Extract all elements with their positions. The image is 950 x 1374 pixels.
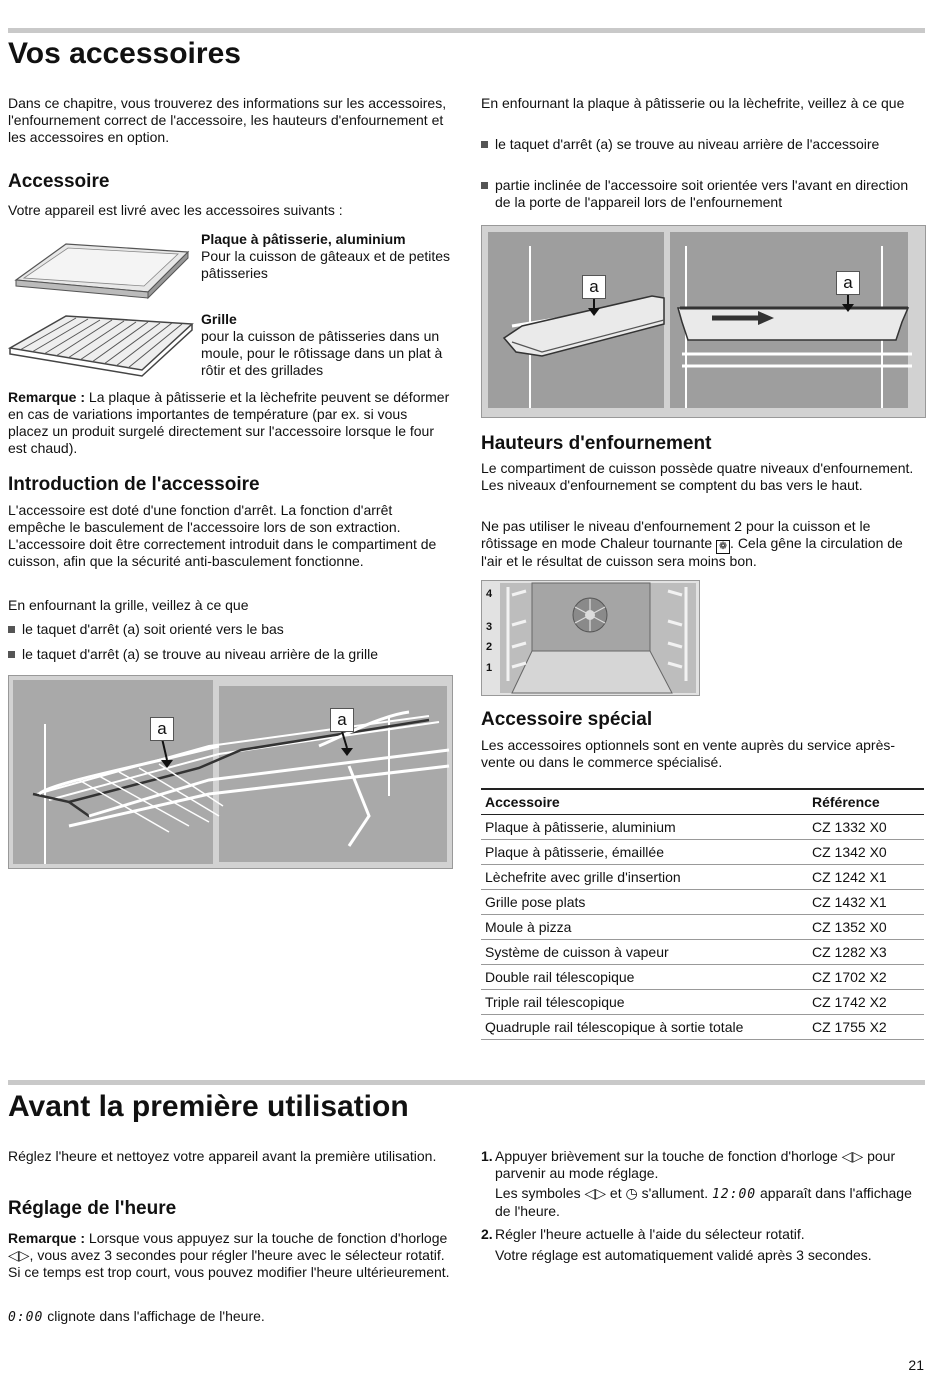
row-name: Plaque à pâtisserie, aluminium bbox=[481, 815, 808, 840]
grille-bullet-2: le taquet d'arrêt (a) se trouve au niveau arrière de la grille bbox=[8, 646, 452, 663]
step-1-sub-c: apparaît dans l'affichage de l'heure. bbox=[495, 1185, 912, 1219]
section-title: Avant la première utilisation bbox=[8, 1090, 409, 1123]
clock-function-icon: ◁▷ bbox=[8, 1247, 30, 1263]
section2-intro: Réglez l'heure et nettoyez votre appareil avant la première utilisation. bbox=[8, 1148, 437, 1164]
stop-tab-label: a bbox=[836, 271, 860, 295]
special-paragraph: Les accessoires optionnels sont en vente auprès du service après-vente ou dans le commerce spécialisé. bbox=[481, 737, 896, 770]
grille-name: Grille bbox=[201, 311, 237, 327]
reglage-heading: Réglage de l'heure bbox=[8, 1198, 177, 1219]
section-rule bbox=[8, 1080, 925, 1085]
row-name: Moule à pizza bbox=[481, 915, 808, 940]
tray-desc: Pour la cuisson de gâteaux et de petites pâtisseries bbox=[201, 248, 451, 281]
accessoire-lead: Votre appareil est livré avec les accessoires suivants : bbox=[8, 202, 343, 218]
table-row bbox=[481, 840, 924, 865]
row-ref: CZ 1282 X3 bbox=[808, 940, 924, 965]
table-row bbox=[481, 940, 924, 965]
grille-rail-drawing bbox=[9, 676, 452, 868]
step-number: 1. bbox=[481, 1148, 493, 1164]
stop-tab-label: a bbox=[330, 708, 354, 732]
baking-tray-illustration bbox=[8, 232, 193, 304]
level-label-3: 3 bbox=[486, 621, 493, 633]
row-name: Double rail télescopique bbox=[481, 965, 808, 990]
hauteurs-warning bbox=[481, 518, 924, 570]
level-label-4: 4 bbox=[486, 588, 493, 600]
hauteurs-paragraph: Le compartiment de cuisson possède quatre niveaux d'enfournement. Les niveaux d'enfournement se comptent du bas vers le haut. bbox=[481, 460, 914, 493]
tray-insertion-lead: En enfournant la plaque à pâtisserie ou la lèchefrite, veillez à ce que bbox=[481, 95, 905, 111]
table-header-row bbox=[481, 789, 924, 815]
row-name: Quadruple rail télescopique à sortie totale bbox=[481, 1015, 808, 1040]
grille-desc: pour la cuisson de pâtisseries dans un moule, pour le rôtissage dans un plat à rôtir et des grillades bbox=[201, 328, 443, 378]
step-1-result bbox=[495, 1185, 925, 1220]
note-text-a: Lorsque vous appuyez sur la touche de fonction d'horloge bbox=[85, 1230, 448, 1246]
step-number: 2. bbox=[481, 1226, 493, 1242]
step-2-result: Votre réglage est automatiquement validé après 3 secondes. bbox=[495, 1247, 872, 1263]
row-ref: CZ 1342 X0 bbox=[808, 840, 924, 865]
row-ref: CZ 1432 X1 bbox=[808, 890, 924, 915]
accessoire-heading: Accessoire bbox=[8, 171, 110, 192]
row-name: Plaque à pâtisserie, émaillée bbox=[481, 840, 808, 865]
note-text: La plaque à pâtisserie et la lèchefrite peuvent se déformer en cas de variations importantes de température (par ex. si vous placez un produit surgelé directement sur l'accessoire lorsque le four est chaud). bbox=[8, 389, 450, 456]
row-ref: CZ 1755 X2 bbox=[808, 1015, 924, 1040]
step-1-b: pour parvenir au mode réglage. bbox=[495, 1148, 896, 1181]
fan-icon: ❁ bbox=[716, 540, 730, 554]
note-label: Remarque : bbox=[8, 1230, 86, 1246]
stop-tab-label: a bbox=[150, 717, 174, 741]
tray-insertion-figure bbox=[481, 225, 926, 418]
oven-cavity-drawing bbox=[482, 581, 699, 695]
row-name: Triple rail télescopique bbox=[481, 990, 808, 1015]
introduction-lead: En enfournant la grille, veillez à ce que bbox=[8, 597, 249, 613]
accessoire-note bbox=[8, 389, 450, 457]
step-1-sub-b: s'allument. bbox=[637, 1185, 712, 1201]
table-row bbox=[481, 865, 924, 890]
row-name: Lèchefrite avec grille d'insertion bbox=[481, 865, 808, 890]
row-ref: CZ 1352 X0 bbox=[808, 915, 924, 940]
tray-bullet-1: le taquet d'arrêt (a) se trouve au niveau arrière de l'accessoire bbox=[481, 136, 925, 153]
blink-text: clignote dans l'affichage de l'heure. bbox=[43, 1308, 265, 1324]
hauteurs-warning-a: Ne pas utiliser le niveau d'enfournement 2 pour la cuisson et le rôtissage en mode Chaleur tournante bbox=[481, 518, 871, 551]
table-row bbox=[481, 915, 924, 940]
time-display: 0:00 bbox=[8, 1310, 44, 1325]
accessories-table bbox=[481, 788, 924, 1040]
row-ref: CZ 1702 X2 bbox=[808, 965, 924, 990]
table-row bbox=[481, 965, 924, 990]
clock-icon: ◷ bbox=[625, 1185, 638, 1201]
step-1-a: Appuyer brièvement sur la touche de fonction d'horloge bbox=[495, 1148, 842, 1164]
grille-bullet-1: le taquet d'arrêt (a) soit orienté vers le bas bbox=[8, 621, 452, 638]
grille-insertion-figure bbox=[8, 675, 453, 869]
introduction-paragraph: L'accessoire est doté d'une fonction d'arrêt. La fonction d'arrêt empêche le basculement de l'accessoire lors de son extraction. L'accessoire doit être correctement introduit dans le compartiment de cuisson, afin que la sécurité anti-basculement fonctionne. bbox=[8, 502, 437, 569]
blink-line bbox=[8, 1308, 450, 1326]
tray-item bbox=[201, 231, 451, 282]
note-text-b: , vous avez 3 secondes pour régler l'heure avec le sélecteur rotatif. Si ce temps est trop court, vous pouvez modifier l'heure ultérieurement. bbox=[8, 1247, 450, 1280]
tray-name: Plaque à pâtisserie, aluminium bbox=[201, 231, 406, 247]
col-reference: Référence bbox=[808, 789, 924, 815]
clock-function-icon: ◁▷ bbox=[841, 1148, 864, 1164]
step-2: Régler l'heure actuelle à l'aide du sélecteur rotatif. bbox=[495, 1226, 805, 1242]
row-name: Système de cuisson à vapeur bbox=[481, 940, 808, 965]
row-ref: CZ 1332 X0 bbox=[808, 815, 924, 840]
grille-item bbox=[201, 311, 451, 379]
step-1-sub-and: et bbox=[606, 1185, 626, 1201]
step-1-sub-a: Les symboles bbox=[495, 1185, 585, 1201]
tray-bullet-2: partie inclinée de l'accessoire soit orientée vers l'avant en direction de la porte de l'appareil lors de l'enfournement bbox=[481, 177, 925, 211]
note-label: Remarque : bbox=[8, 389, 86, 405]
clock-function-icon: ◁▷ bbox=[584, 1185, 607, 1201]
time-display: 12:00 bbox=[711, 1187, 757, 1202]
stop-tab-label: a bbox=[582, 275, 606, 299]
page-title: Vos accessoires bbox=[8, 37, 241, 70]
row-name: Grille pose plats bbox=[481, 890, 808, 915]
introduction-heading: Introduction de l'accessoire bbox=[8, 474, 260, 495]
section-rule bbox=[8, 28, 925, 33]
col-accessoire: Accessoire bbox=[481, 789, 808, 815]
table-row bbox=[481, 890, 924, 915]
table-row bbox=[481, 815, 924, 840]
hauteurs-heading: Hauteurs d'enfournement bbox=[481, 433, 712, 454]
level-label-2: 2 bbox=[486, 641, 493, 653]
level-label-1: 1 bbox=[486, 662, 493, 674]
page-number: 21 bbox=[908, 1357, 924, 1373]
row-ref: CZ 1242 X1 bbox=[808, 865, 924, 890]
table-row bbox=[481, 990, 924, 1015]
special-heading: Accessoire spécial bbox=[481, 709, 653, 730]
table-row bbox=[481, 1015, 924, 1040]
reglage-note bbox=[8, 1230, 450, 1281]
hauteurs-warning-b: . Cela gêne la circulation de l'air et le résultat de cuisson sera moins bon. bbox=[481, 535, 903, 569]
row-ref: CZ 1742 X2 bbox=[808, 990, 924, 1015]
tray-rail-drawing bbox=[482, 226, 925, 417]
oven-levels-figure bbox=[481, 580, 700, 696]
grille-illustration bbox=[6, 310, 196, 382]
step-1 bbox=[495, 1148, 925, 1182]
intro-paragraph: Dans ce chapitre, vous trouverez des informations sur les accessoires, l'enfournement correct de l'accessoire, les hauteurs d'enfournement et les accessoires en option. bbox=[8, 95, 447, 145]
